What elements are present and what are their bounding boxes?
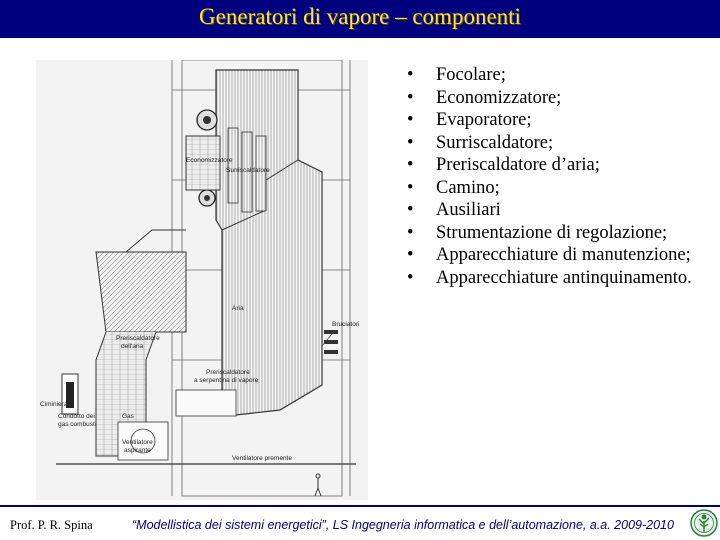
furnace-walls [216, 70, 322, 415]
label-aria-serpentina-1: Preriscaldatore [206, 369, 250, 376]
bullet-surriscaldatore: • Surriscaldatore; [407, 132, 554, 153]
boiler-drawing [36, 60, 368, 500]
label-ciminiera: Ciminiera [40, 401, 68, 408]
label-bruciatori: Bruciatori [332, 321, 360, 328]
bullet-camino: • Camino; [407, 177, 500, 198]
label-ventilatore-premente: Ventilatore premente [232, 455, 292, 462]
footer-author: Prof. P. R. Spina [10, 518, 93, 532]
person-figure [315, 474, 321, 496]
slide-title: Generatori di vapore – componenti [199, 4, 521, 29]
label-ventilatore-2: aspirante [124, 447, 151, 454]
footer-divider [0, 505, 720, 507]
label-condotto-1: Condotto dei [58, 413, 95, 420]
label-economizzatore: Economizzatore [186, 157, 233, 164]
bullet-antinquinamento: • Apparecchiature antinquinamento. [407, 267, 692, 288]
bullet-economizzatore: • Economizzatore; [407, 87, 562, 108]
label-dellaria: dell'aria [121, 343, 144, 350]
bullet-ausiliari: • Ausiliari [407, 200, 501, 220]
label-preriscaldatore: Preriscaldatore [116, 335, 160, 342]
title-bar [0, 0, 720, 38]
university-logo-icon [690, 509, 718, 537]
boiler-diagram [36, 60, 368, 500]
label-condotto-2: gas combusti [58, 421, 97, 428]
component-list [405, 64, 705, 289]
bullet-strumentazione: • Strumentazione di regolazione; [407, 222, 668, 243]
label-aria-serpentina-2: a serpentina di vapore [194, 377, 259, 384]
label-surriscaldatore: Surriscaldatore [226, 167, 270, 174]
bullet-manutenzione: • Apparecchiature di manutenzione; [407, 245, 691, 265]
footer-course: “Modellistica dei sistemi energetici”, LS Ingegneria informatica e dell’automazione, a.a. 2009-2010 [132, 518, 674, 532]
label-ventilatore-1: Ventilatore [122, 439, 153, 446]
bullet-focolare: • Focolare; [407, 65, 506, 85]
label-aria: Aria [232, 305, 244, 312]
air-preheater [96, 252, 186, 332]
bullet-preriscaldatore-aria: • Preriscaldatore d’aria; [407, 155, 600, 175]
bullet-evaporatore: • Evaporatore; [407, 110, 532, 130]
label-gas: Gas [122, 413, 134, 420]
